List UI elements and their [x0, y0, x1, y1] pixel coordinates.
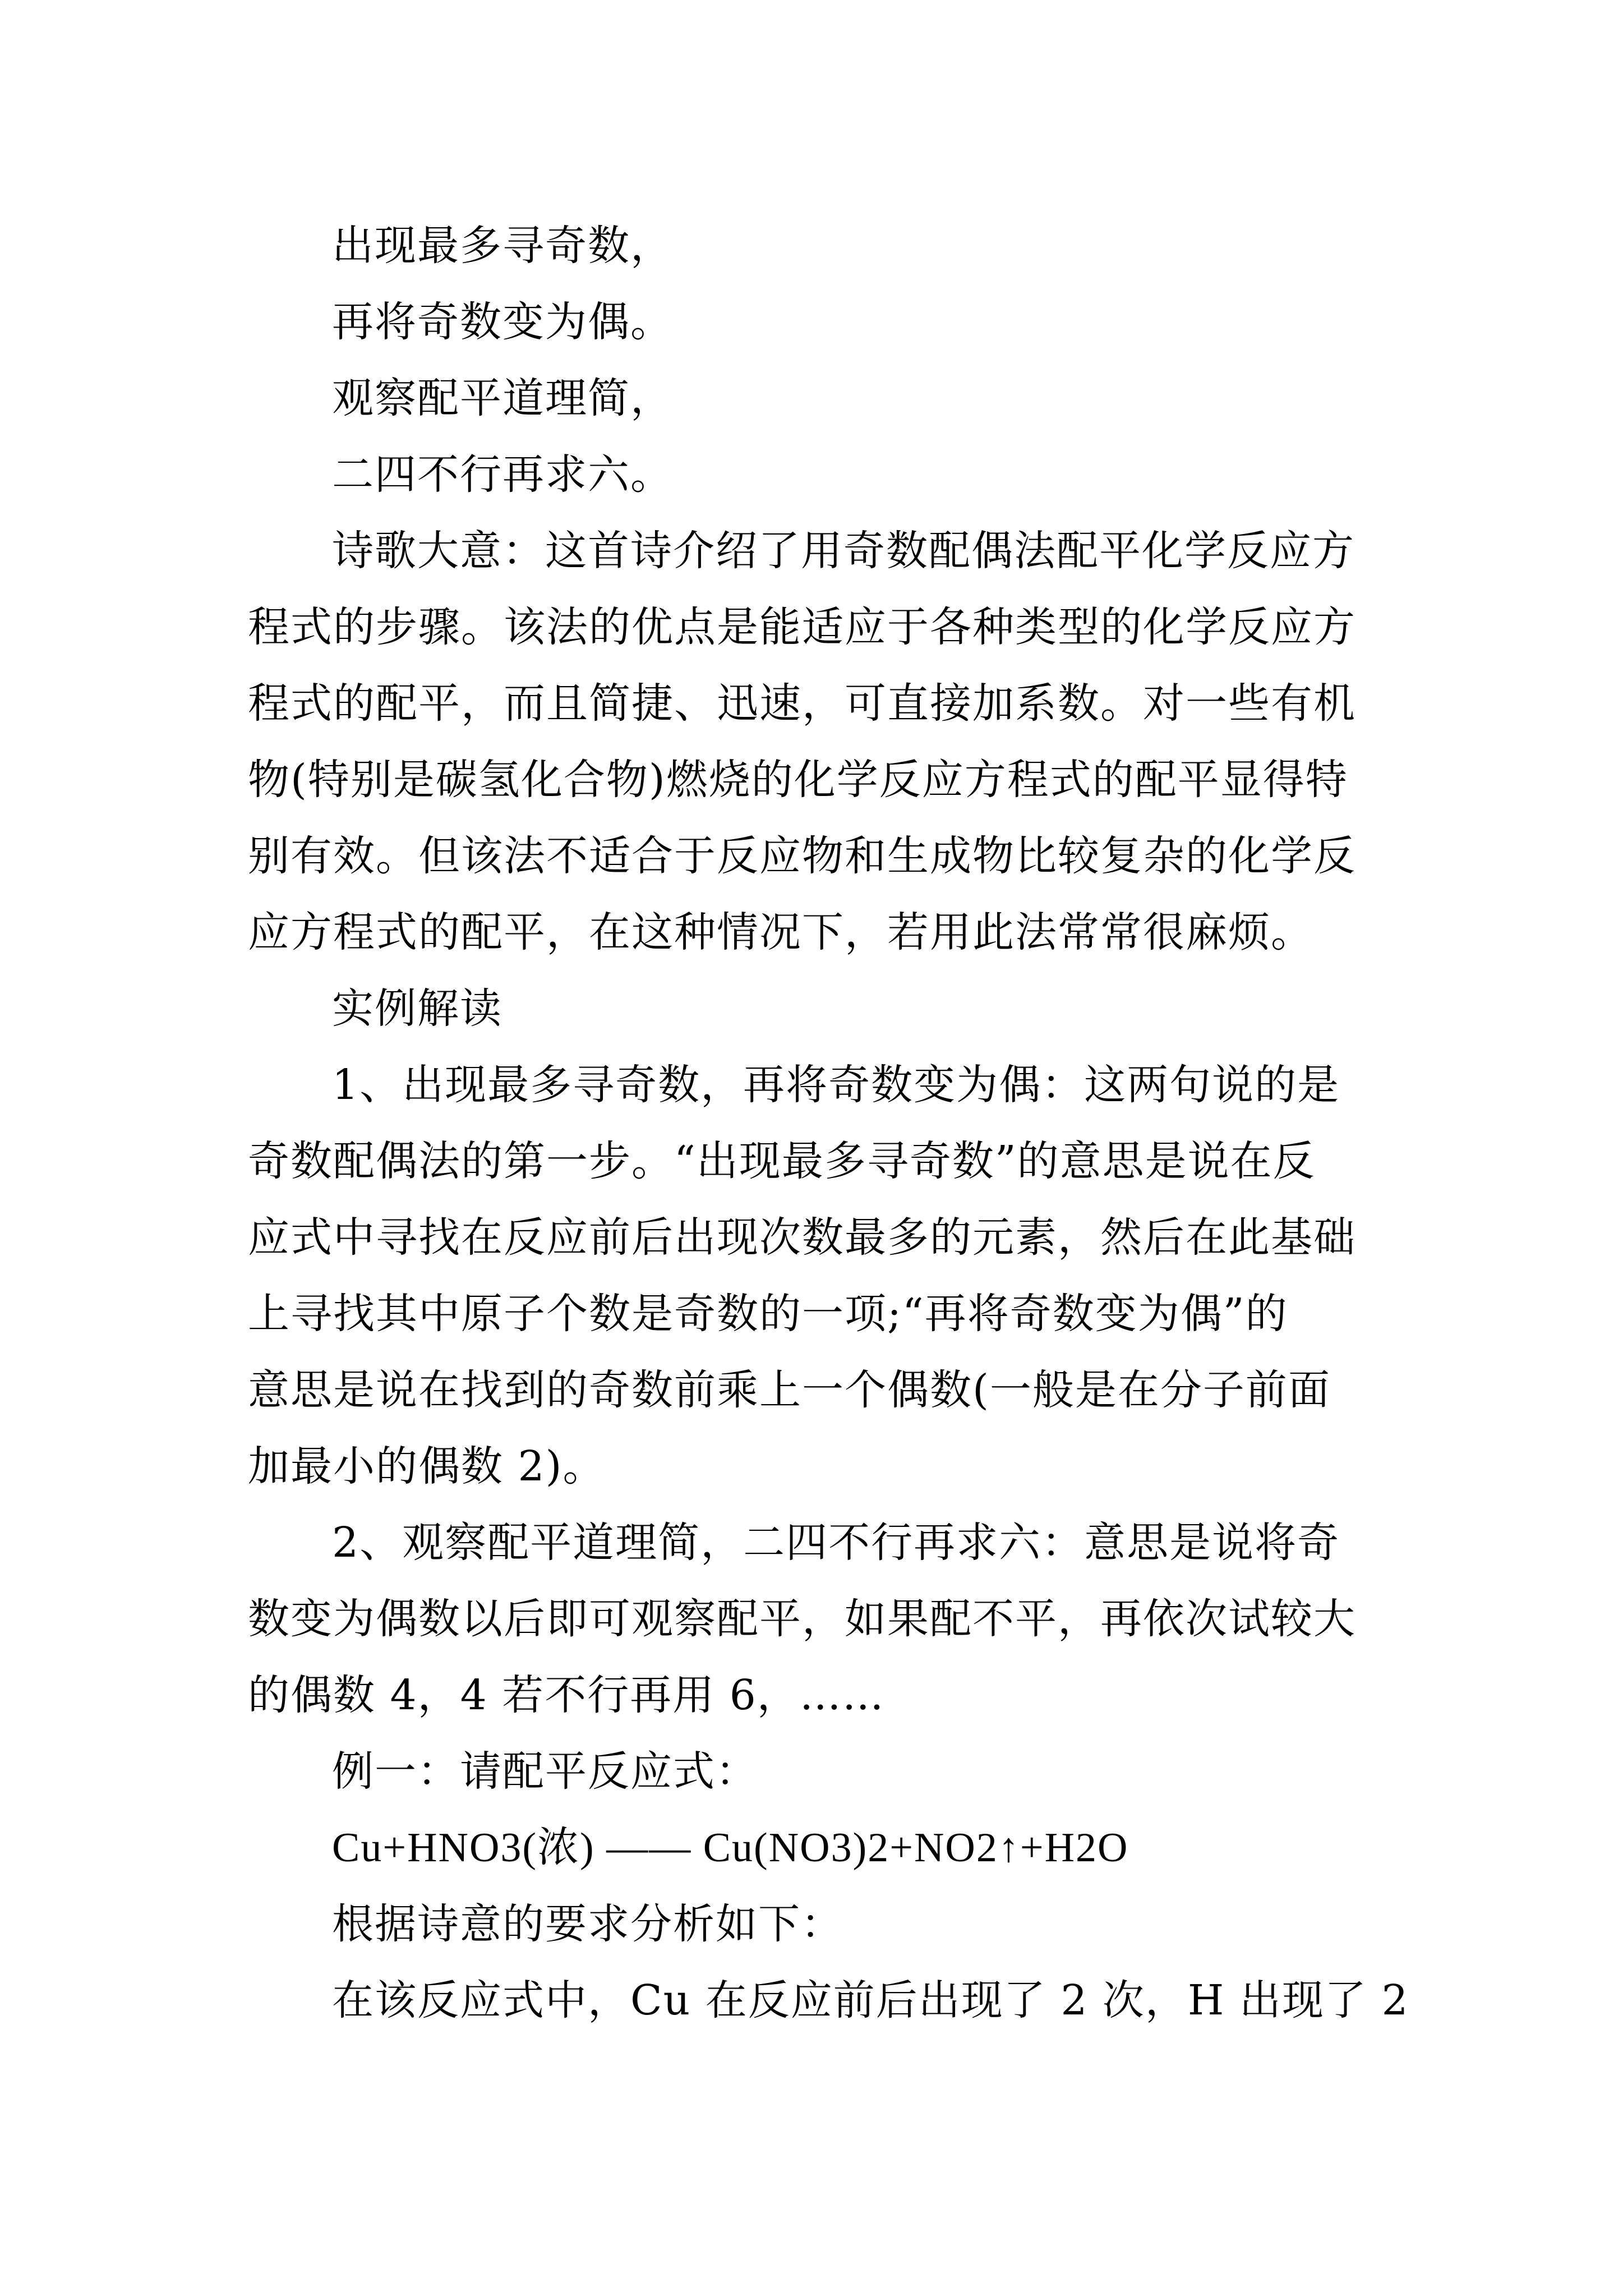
- section-heading: 实例解读: [332, 984, 502, 1033]
- paragraph-line: 的偶数 4，4 若不行再用 6，……: [248, 1671, 885, 1719]
- paragraph-line: 应式中寻找在反应前后出现次数最多的元素，然后在此基础: [248, 1213, 1356, 1262]
- document-body: [248, 208, 1409, 2039]
- poem-line-1: 出现最多寻奇数，: [332, 222, 673, 270]
- paragraph-line: 1、出现最多寻奇数，再将奇数变为偶：这两句说的是: [332, 1061, 1340, 1109]
- paragraph-line: 应方程式的配平，在这种情况下，若用此法常常很麻烦。: [248, 908, 1313, 956]
- poem-line-3: 观察配平道理简，: [332, 374, 673, 422]
- poem-line-2: 再将奇数变为偶。: [332, 298, 673, 346]
- paragraph-line: 程式的步骤。该法的优点是能适应于各种类型的化学反应方: [248, 603, 1356, 651]
- paragraph-line: 别有效。但该法不适合于反应物和生成物比较复杂的化学反: [248, 832, 1356, 880]
- chemical-equation: Cu+HNO3(浓) —— Cu(NO3)2+NO2↑+H2O: [332, 1825, 1129, 1871]
- paragraph-line: 上寻找其中原子个数是奇数的一项;“再将奇数变为偶”的: [248, 1290, 1288, 1338]
- paragraph-line: 在该反应式中，Cu 在反应前后出现了 2 次，H 出现了 2: [332, 1976, 1409, 2024]
- paragraph-line: 诗歌大意：这首诗介绍了用奇数配偶法配平化学反应方: [332, 527, 1355, 575]
- paragraph-line: 加最小的偶数 2)。: [248, 1442, 606, 1490]
- poem-line-4: 二四不行再求六。: [332, 450, 673, 499]
- example-heading: 例一：请配平反应式：: [332, 1747, 758, 1796]
- paragraph-line: 物(特别是碳氢化合物)燃烧的化学反应方程式的配平显得特: [248, 756, 1348, 804]
- paragraph-line: 根据诗意的要求分析如下：: [332, 1900, 843, 1948]
- paragraph-line: 程式的配平，而且简捷、迅速，可直接加系数。对一些有机: [248, 679, 1356, 728]
- paragraph-line: 奇数配偶法的第一步。“出现最多寻奇数”的意思是说在反: [248, 1137, 1316, 1185]
- paragraph-line: 2、观察配平道理简，二四不行再求六：意思是说将奇: [332, 1519, 1340, 1567]
- paragraph-line: 数变为偶数以后即可观察配平，如果配不平，再依次试较大: [248, 1595, 1356, 1643]
- paragraph-line: 意思是说在找到的奇数前乘上一个偶数(一般是在分子前面: [248, 1366, 1331, 1414]
